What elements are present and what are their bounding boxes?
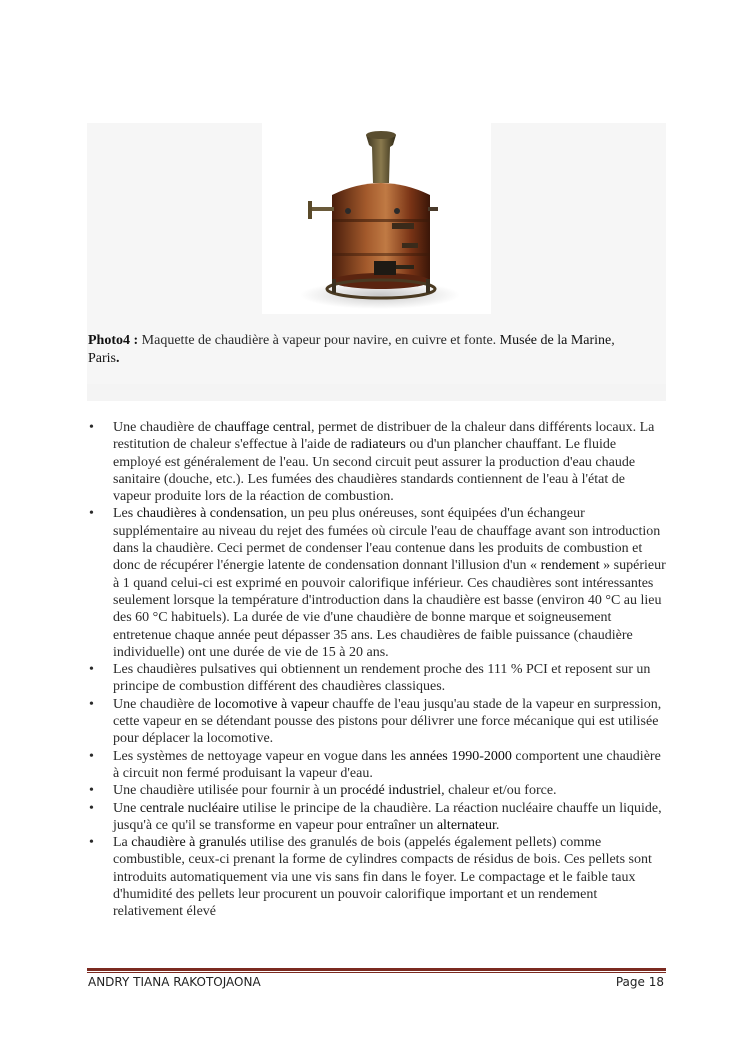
inline-link[interactable]: chauffage central bbox=[214, 420, 311, 435]
item-text: Une bbox=[113, 800, 140, 816]
inline-link[interactable]: radiateurs bbox=[350, 437, 406, 453]
body-content bbox=[87, 419, 666, 921]
list-item bbox=[87, 505, 666, 661]
bullet-icon: • bbox=[89, 506, 94, 522]
author-name: ANDRY TIANA RAKOTOJAONA bbox=[88, 975, 261, 989]
item-text: comportent une chaudière à circuit non fermé produisant la vapeur d'eau. bbox=[113, 748, 661, 781]
bullet-icon: • bbox=[89, 748, 94, 764]
bullet-icon: • bbox=[89, 800, 94, 816]
item-text: utilise des granulés de bois (appelés également pellets) comme combustible, ceux-ci prenant la forme de cylindres compacts de résidus de bois. Ces pellets sont introduits automatiquement via une vis sans fin dans le foyer. Le compactage et le faible taux d'humidité des pellets leur procurent un pouvoir calorifique important et un rendement relativement élevé bbox=[113, 835, 652, 920]
separator-band bbox=[87, 384, 666, 401]
inline-link[interactable]: procédé industriel bbox=[340, 783, 442, 799]
page-footer bbox=[87, 975, 666, 995]
inline-link[interactable]: locomotive à vapeur bbox=[214, 696, 329, 712]
boiler-model-photo bbox=[262, 123, 491, 314]
figure-block bbox=[87, 123, 666, 393]
footer-rule-thin bbox=[87, 972, 666, 973]
bullet-icon: • bbox=[89, 696, 94, 712]
item-text: Une chaudière utilisée pour fournir à un bbox=[113, 783, 341, 799]
item-text: Les chaudières pulsatives qui obtiennent un rendement proche des 111 % PCI et reposent sur un principe de combustion différent des chaudières classiques. bbox=[113, 662, 651, 695]
inline-link[interactable]: rendement bbox=[540, 558, 600, 574]
caption-comma: , bbox=[611, 333, 615, 348]
list-item bbox=[87, 834, 666, 920]
inline-link[interactable]: centrale nucléaire bbox=[139, 800, 239, 816]
list-item bbox=[87, 800, 666, 835]
list-item bbox=[87, 782, 666, 799]
caption-label: Photo4 : bbox=[88, 333, 139, 348]
item-text: chauffe de l'eau jusqu'au stade de la vapeur en surpression, cette vapeur en se détendant pousse des pistons pour délivrer une force mécanique qui est utilisée pour déplacer la locomotive. bbox=[113, 696, 662, 747]
item-text: » supérieur à 1 quand celui-ci est exprimé en pouvoir calorifique inférieur. Ces chaudières sont intéressantes seulement lorsque la température d'introduction dans la chaudière est basse (environ 40 °C au lieu des 60 °C habituels). La durée de vie d'une chaudière de bonne marque et soigneusement entretenue chaque année peut dépasser 35 ans. Les chaudières de faible puissance (chaudière individuelle) ont une durée de vie de 15 à 20 ans. bbox=[113, 558, 666, 660]
item-text: La bbox=[113, 835, 132, 851]
item-text: , un peu plus onéreuses, sont équipées d'un échangeur supplémentaire au niveau du rejet des fumées où circule l'eau de chauffage avant son introduction dans la chaudière. Ceci permet de condenser l'eau contenue dans les produits de combustion et donc de récupérer l'énergie latente de condensation donnant l'illusion d'un « bbox=[113, 506, 661, 574]
page-number: Page 18 bbox=[615, 975, 664, 989]
item-text: . bbox=[495, 817, 500, 833]
footer-rule bbox=[87, 968, 666, 971]
bullet-icon: • bbox=[89, 783, 94, 799]
item-text: , chaleur et/ou force. bbox=[441, 783, 557, 799]
list-item bbox=[87, 748, 666, 783]
bullet-icon: • bbox=[89, 420, 94, 435]
item-text: Une chaudière de bbox=[113, 420, 215, 435]
musee-link[interactable]: Musée de la Marine bbox=[499, 333, 612, 348]
caption-text: Maquette de chaudière à vapeur pour navire, en cuivre et fonte. bbox=[138, 333, 500, 348]
inline-link[interactable]: années 1990-2000 bbox=[409, 748, 512, 764]
inline-link[interactable]: chaudières à condensation bbox=[136, 506, 284, 522]
paris-link[interactable]: Paris bbox=[88, 351, 116, 366]
list-item bbox=[87, 661, 666, 696]
inline-link[interactable]: chaudière à granulés bbox=[131, 835, 247, 851]
item-text: Les systèmes de nettoyage vapeur en vogue dans les bbox=[113, 748, 410, 764]
photo-caption bbox=[88, 332, 664, 368]
item-text: Une chaudière de bbox=[113, 696, 215, 712]
item-text: , permet de distribuer de la chaleur dans différents locaux. La restitution de chaleur s'effectue à l'aide de bbox=[113, 420, 655, 453]
caption-end: . bbox=[116, 351, 120, 366]
item-text: ou d'un plancher chauffant. Le fluide employé est généralement de l'eau. Un second circuit peut assurer la production d'eau chaude sanitaire (douche, etc.). Les fumées des chaudières standards contiennent de l'eau à l'état de vapeur produite lors de la réaction de combustion. bbox=[113, 437, 636, 505]
copper-boiler-image bbox=[262, 123, 491, 314]
item-text: utilise le principe de la chaudière. La réaction nucléaire chauffe un liquide, jusqu'à ce qu'il se transforme en vapeur pour entraîner un bbox=[113, 800, 662, 833]
item-text: Les bbox=[113, 506, 137, 522]
bullet-icon: • bbox=[89, 835, 94, 851]
list-item bbox=[87, 419, 666, 505]
inline-link[interactable]: alternateur bbox=[436, 817, 496, 833]
boiler-types-list bbox=[87, 419, 666, 921]
list-item bbox=[87, 696, 666, 748]
bullet-icon: • bbox=[89, 662, 94, 678]
